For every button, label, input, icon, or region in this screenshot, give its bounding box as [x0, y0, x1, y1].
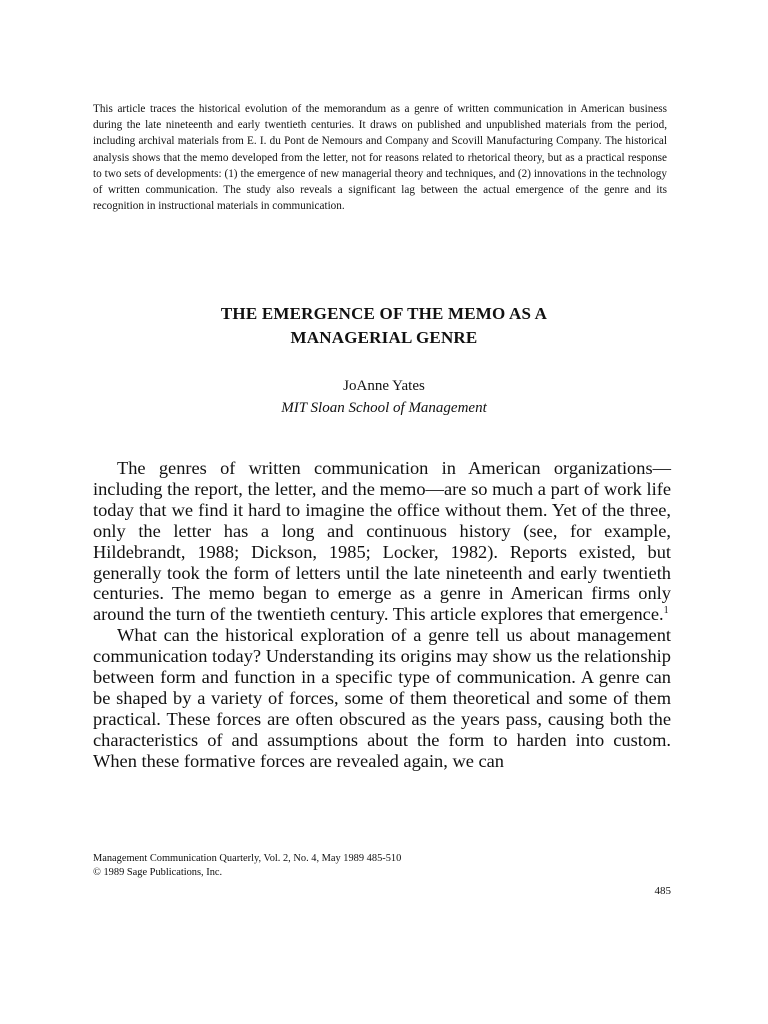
title-line-2: MANAGERIAL GENRE	[290, 328, 478, 347]
author-affiliation: MIT Sloan School of Management	[281, 400, 487, 416]
abstract: This article traces the historical evolution of the memorandum as a genre of written communication in American business during the late nineteenth and early twentieth centuries. It draws on published and unpublished materials from the period, including archival materials from E. I. du Pont de Nemours and Company and Scovill Manufacturing Company. The historical analysis shows that the memo developed from the letter, not for reasons related to rhetorical theory, but as a practical response to two sets of developments: (1) the emergence of new managerial theory and techniques, and (2) innovations in the technology of written communication. The study also reveals a significant lag between the actual emergence of the genre and its recognition in instructional materials in communication.	[93, 103, 667, 213]
page-number: 485	[654, 885, 671, 897]
title-line-1: THE EMERGENCE OF THE MEMO AS A	[220, 304, 548, 323]
journal-citation: Management Communication Quarterly, Vol. 2, No. 4, May 1989 485-510	[93, 853, 402, 864]
body-paragraph-1	[93, 458, 671, 625]
article-body	[93, 458, 671, 772]
copyright-notice: © 1989 Sage Publications, Inc.	[93, 867, 223, 878]
footnote-marker: 1	[663, 605, 669, 617]
body-paragraph-2: What can the historical exploration of a genre tell us about management communication today? Understanding its origins may show us the relationship between form and function in a specific type of communication. A genre can be shaped by a variety of forces, some of them theoretical and some of them practical. These forces are often obscured as the years pass, causing both the characteristics of and assumptions about the form to harden into custom. When these formative forces are revealed again, we can	[93, 625, 671, 771]
footer	[93, 852, 593, 880]
article-title	[0, 302, 768, 350]
author-name: JoAnne Yates	[343, 378, 425, 394]
body-paragraph-1-text: The genres of written communication in American organizations—including the report, the letter, and the memo—are so much a part of work life today that we find it hard to imagine the office without them. Yet of the three, only the letter has a long and continuous history (see, for example, Hildebrandt, 1988; Dickson, 1985; Locker, 1982). Reports existed, but generally took the form of letters until the late nineteenth and early twentieth centuries. The memo began to emerge as a genre in American firms only around the turn of the twentieth century. This article explores that emergence.	[93, 458, 671, 625]
